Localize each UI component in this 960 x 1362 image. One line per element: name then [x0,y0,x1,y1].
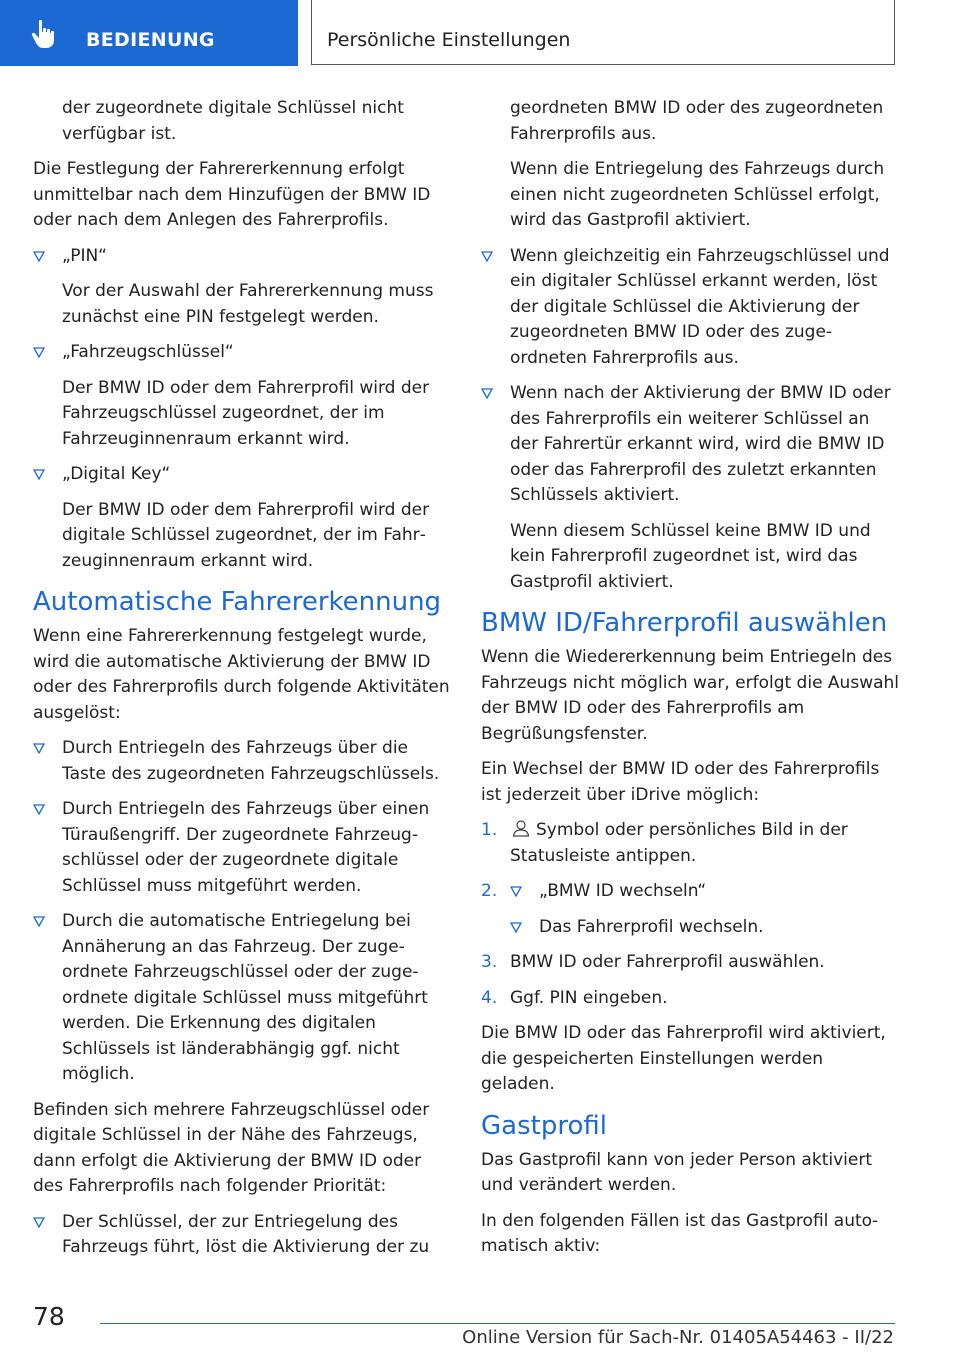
step-text: „BMW ID wechseln“ [539,881,707,901]
heading-select-profile: BMW ID/Fahrerprofil auswählen [481,608,888,638]
bullet-triangle-icon [510,922,522,933]
step-text: BMW ID oder Fahrerprofil auswählen. [510,952,825,972]
heading-automatic-driver-recognition: Automatische Fahrererkennung [33,587,442,617]
step-number: 4. [481,987,498,1008]
bullet-triangle-icon [33,804,45,815]
list-item-text: Durch Entriegeln des Fahrzeugs über die Taste des zugeordneten Fahrzeugschlüssels. [62,738,440,784]
step-text: Symbol oder persönliches Bild in der Statusleiste antippen. [510,820,848,866]
paragraph: Wenn die Wiedererkennung beim Entriegeln des Fahrzeugs nicht möglich war, erfolgt die Auswahl der BMW ID oder des Fahrerprofils am Begrüßungsfenster. [481,647,900,744]
list-item-text: Der Schlüssel, der zur Entriegelung des Fahrzeugs führt, löst die Aktivierung der zu [62,1211,430,1257]
list-item [33,244,453,331]
list-item [33,797,453,899]
list-item-title: „Digital Key“ [62,464,171,484]
list-item-title: „Fahrzeugschlüssel“ [62,342,234,362]
bullet-triangle-icon [33,743,45,754]
footer-online-version: Online Version für Sach-Nr. 01405A54463 - II/22 [462,1327,894,1348]
step-number: 3. [481,952,498,972]
bullet-triangle-icon [33,1217,45,1228]
step-subtext: Das Fahrerprofil wechseln. [539,916,764,937]
chapter-tab [0,0,298,66]
bullet-triangle-icon [33,251,45,262]
list-item-text: Durch die automatische Entriegelung bei Annäherung an das Fahrzeug. Der zugeordnete Fahrzeugschlüssel oder der zugeordnete digitale Schlüssel muss mitgeführt werden. Die Erkennung des digitalen Schlüssels ist länderabhängig ggf. nicht möglich. [62,911,428,1084]
list-item [33,340,453,452]
heading-guest-profile: Gastprofil [481,1110,607,1141]
step-text: Ggf. PIN eingeben. [510,987,668,1008]
bullet-triangle-icon [33,916,45,927]
list-item [33,462,453,574]
paragraph: Befinden sich mehrere Fahrzeugschlüssel oder digitale Schlüssel in der Nähe des Fahrzeugs, dann erfolgt die Aktivierung der BMW ID oder des Fahrerprofils nach folgender Priorität: [33,1099,430,1196]
chapter-label: BEDIENUNG [86,29,215,51]
page-header [0,0,960,66]
paragraph: Wenn die Entriegelung des Fahrzeugs durch einen nicht zugeordneten Schlüssel erfolgt, wird das Gastprofil aktiviert. [510,159,885,230]
list-item [33,1210,453,1261]
paragraph: Ein Wechsel der BMW ID oder des Fahrerprofils ist jederzeit über iDrive möglich: [481,759,880,805]
section-tab [311,0,895,65]
list-item-text: Wenn gleichzeitig ein Fahrzeugschlüssel und ein digitaler Schlüssel erkannt werden, löst der digitale Schlüssel die Aktivierung der zugeordneten BMW ID oder des zugeordneten Fahrerprofils aus. [510,245,890,368]
list-item-text: Wenn nach der Aktivierung der BMW ID oder des Fahrerprofils ein weiterer Schlüssel an der Fahrertür erkannt wird, wird die BMW ID oder das Fahrerprofil des zuletzt erkannten Schlüssels aktiviert. [510,383,891,505]
paragraph: In den folgenden Fällen ist das Gastprofil automatisch aktiv: [481,1210,879,1256]
bullet-triangle-icon [481,388,493,399]
bullet-triangle-icon [33,347,45,358]
list-item [510,915,901,941]
list-item-text: Wenn diesem Schlüssel keine BMW ID und kein Fahrerprofil zugeordnet ist, wird das Gastprofil aktiviert. [510,520,871,592]
list-item-text: Der BMW ID oder dem Fahrerprofil wird der digitale Schlüssel zugeordnet, der im Fahrzeuginnenraum erkannt wird. [62,499,430,571]
step-item [481,879,901,905]
list-item-text: Durch Entriegeln des Fahrzeugs über einen Türaußengriff. Der zugeordnete Fahrzeugschlüssel oder der zugeordnete digitale Schlüssel muss mitgeführt werden. [62,799,430,896]
paragraph: der zugeordnete digitale Schlüssel nicht verfügbar ist. [62,98,404,144]
list-item [481,381,901,595]
list-item-text: Vor der Auswahl der Fahrererkennung muss zunächst eine PIN festgelegt werden. [62,281,434,327]
right-column [481,96,901,1270]
footer-divider [100,1323,895,1324]
list-item [481,244,901,372]
step-item [481,818,901,869]
step-item [481,986,901,1012]
list-item [33,909,453,1088]
bullet-triangle-icon [33,469,45,480]
hand-pointer-icon [30,18,60,50]
paragraph: Das Gastprofil kann von jeder Person aktiviert und verändert werden. [481,1149,872,1195]
left-column [33,96,453,1271]
list-item [33,736,453,787]
step-number: 1. [481,820,498,840]
user-profile-icon [512,819,530,837]
paragraph: geordneten BMW ID oder des zugeordneten Fahrerprofils aus. [510,98,884,144]
step-item [481,950,901,976]
paragraph: Die BMW ID oder das Fahrerprofil wird aktiviert, die gespeicherten Einstellungen werden geladen. [481,1023,886,1094]
step-number: 2. [481,881,498,901]
section-title: Persönliche Einstellungen [327,29,571,51]
list-item-text: Der BMW ID oder dem Fahrerprofil wird der Fahrzeugschlüssel zugeordnet, der im Fahrzeuginnenraum erkannt wird. [62,377,430,449]
page-number: 78 [33,1302,65,1331]
paragraph: Die Festlegung der Fahrererkennung erfolgt unmittelbar nach dem Hinzufügen der BMW ID oder nach dem Anlegen des Fahrerprofils. [33,159,431,230]
bullet-triangle-icon [481,251,493,262]
list-item-title: „PIN“ [62,245,107,266]
paragraph: Wenn eine Fahrererkennung festgelegt wurde, wird die automatische Aktivierung der BMW ID oder des Fahrerprofils durch folgende Aktivitäten ausgelöst: [33,626,450,723]
bullet-triangle-icon [510,886,522,897]
list-item [510,879,901,905]
